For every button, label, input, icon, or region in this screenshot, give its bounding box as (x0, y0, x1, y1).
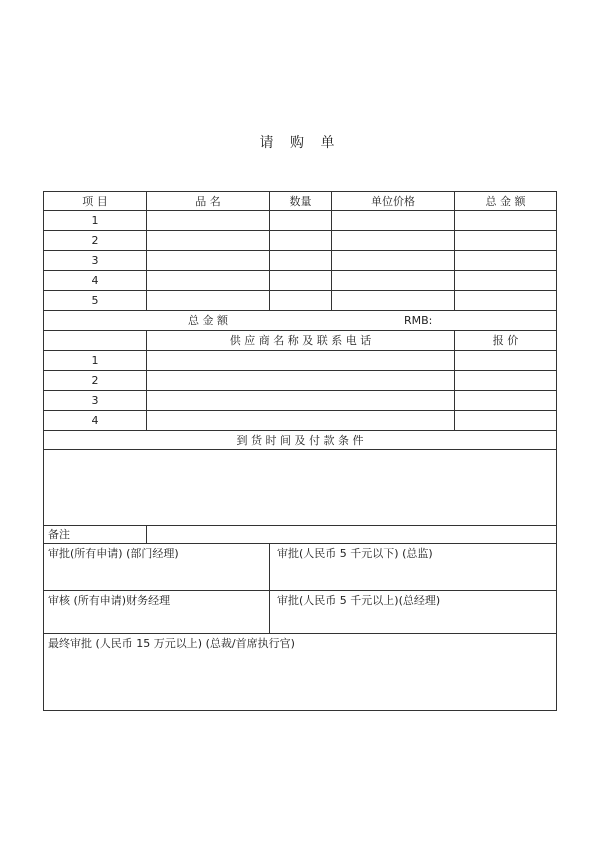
total-currency: RMB: (404, 314, 433, 327)
header-total: 总 金 额 (485, 195, 526, 208)
header-qty: 数量 (289, 195, 312, 208)
remarks-label: 备注 (48, 528, 70, 541)
item-number: 1 (91, 214, 99, 227)
approval-general-manager: 审批(人民币 5 千元以上)(总经理) (277, 594, 441, 607)
item-number: 4 (91, 274, 99, 287)
header-unit-price: 单位价格 (371, 195, 415, 208)
quote-header: 报 价 (492, 334, 519, 347)
delivery-header: 到 货 时 间 及 付 款 条 件 (236, 434, 364, 447)
col-divider (146, 525, 147, 543)
header-name: 品 名 (195, 195, 221, 208)
row-divider (44, 310, 556, 311)
item-number: 2 (91, 234, 99, 247)
supplier-number: 3 (91, 394, 99, 407)
approval-final: 最终审批 (人民币 15 万元以上) (总裁/首席执行官) (48, 637, 295, 650)
approval-finance-manager: 审核 (所有申请)财务经理 (48, 594, 171, 607)
purchase-request-table (43, 191, 557, 711)
form-title: 请 购 单 (259, 135, 341, 151)
supplier-number: 4 (91, 414, 99, 427)
item-number: 3 (91, 254, 99, 267)
total-label: 总 金 额 (188, 314, 228, 327)
approval-director: 审批(人民币 5 千元以下) (总监) (277, 547, 433, 560)
header-item: 项 目 (82, 195, 108, 208)
approval-dept-manager: 审批(所有申请) (部门经理) (48, 547, 179, 560)
supplier-number: 2 (91, 374, 99, 387)
supplier-number: 1 (91, 354, 99, 367)
item-number: 5 (91, 294, 99, 307)
row-divider (44, 525, 556, 526)
supplier-header: 供 应 商 名 称 及 联 系 电 话 (229, 334, 372, 347)
col-divider (269, 543, 270, 633)
